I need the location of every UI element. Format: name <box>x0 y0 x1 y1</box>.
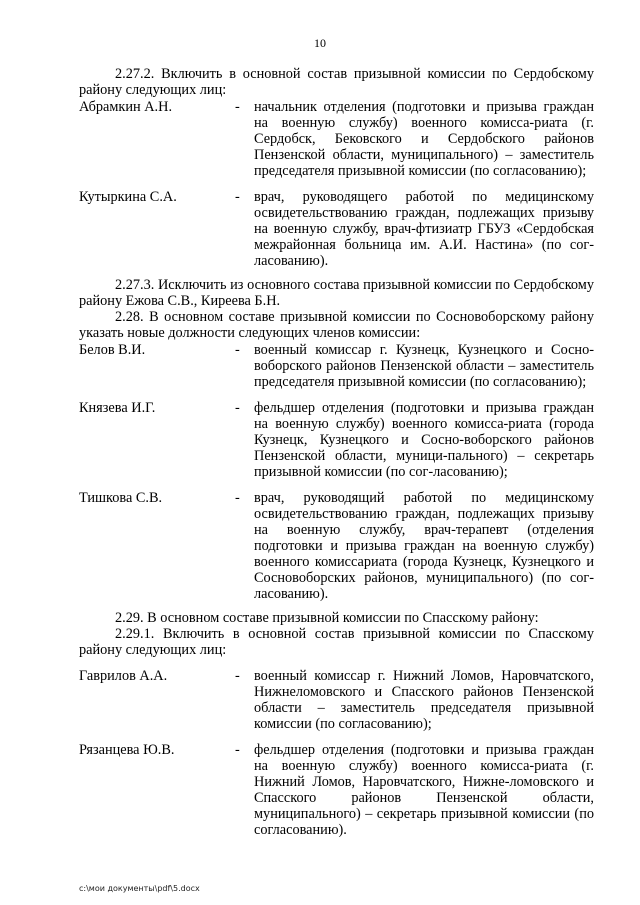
member-name: Кутыркина С.А. <box>79 189 177 205</box>
dash-separator: - <box>235 742 240 758</box>
member-name: Гаврилов А.А. <box>79 668 168 684</box>
member-name: Князева И.Г. <box>79 400 156 416</box>
member-entry-gavrilov <box>79 668 594 732</box>
dash-separator: - <box>235 400 240 416</box>
member-name: Рязанцева Ю.В. <box>79 742 175 758</box>
member-position: фельдшер отделения (подготовки и призыва граждан на военную службу) военного комисса-риата (г. Нижний Ломов, Наровчатского, Нижне-ломовского и Спасского районов Пензенской области, муниципального) – секретарь призывной комиссии (по согласованию). <box>254 742 594 838</box>
member-entry-belov <box>79 342 594 390</box>
document-body <box>79 66 594 838</box>
member-position: врач, руководящий работой по медицинскому освидетельствованию граждан, подлежащих призыву на военную службу, врач-терапевт (отделения подготовки и призыва граждан на военную службу) военного комиссариата (города Кузнецк, Кузнецкого и Сосновоборских районов, муниципального) (по сог-ласованию). <box>254 490 594 602</box>
member-position: военный комиссар г. Кузнецк, Кузнецкого и Сосно-воборского районов Пензенской области – заместитель председателя призывной комиссии (по согласованию); <box>254 342 594 390</box>
page-number: 10 <box>314 36 326 50</box>
member-position: военный комиссар г. Нижний Ломов, Наровчатского, Нижнеломовского и Спасского районов Пензенской области – заместитель председателя призывной комиссии (по согласованию); <box>254 668 594 732</box>
paragraph-2-29-1: 2.29.1. Включить в основной состав призывной комиссии по Спасскому району следующих лиц: <box>79 626 594 658</box>
member-entry-tishkova <box>79 490 594 602</box>
member-position: фельдшер отделения (подготовки и призыва граждан на военную службу) военного комисса-риата (города Кузнецк, Кузнецкого и Сосно-воборского районов Пензенской области, муници-пального) – секретарь призывной комиссии (по сог-ласованию); <box>254 400 594 480</box>
paragraph-2-27-3: 2.27.3. Исключить из основного состава призывной комиссии по Сердобскому району Ежова С.В., Киреева Б.Н. <box>79 277 594 309</box>
dash-separator: - <box>235 99 240 115</box>
paragraph-2-27-2: 2.27.2. Включить в основной состав призывной комиссии по Сердобскому району следующих лиц: <box>79 66 594 98</box>
member-position: врач, руководящего работой по медицинскому освидетельствованию граждан, подлежащих призыву на военную службу, врач-фтизиатр ГБУЗ «Сердобская межрайонная больница им. А.И. Настина» (по сог-ласованию). <box>254 189 594 269</box>
member-position: начальник отделения (подготовки и призыва граждан на военную службу) военного комисса-риата (г. Сердобск, Бековского и Сердобского районов Пензенской области, муниципального) – заместитель председателя призывной комиссии (по согласованию); <box>254 99 594 179</box>
file-path-footer: c:\мои документы\pdf\5.docx <box>79 884 200 893</box>
dash-separator: - <box>235 189 240 205</box>
dash-separator: - <box>235 342 240 358</box>
member-name: Белов В.И. <box>79 342 146 358</box>
paragraph-2-28: 2.28. В основном составе призывной комиссии по Сосновоборскому району указать новые должности следующих членов комиссии: <box>79 309 594 341</box>
dash-separator: - <box>235 668 240 684</box>
member-entry-ryazantseva <box>79 742 594 838</box>
member-name: Абрамкин А.Н. <box>79 99 173 115</box>
member-entry-kutyrkina <box>79 189 594 269</box>
member-entry-abramkin <box>79 99 594 179</box>
dash-separator: - <box>235 490 240 506</box>
member-entry-knyazeva <box>79 400 594 480</box>
member-name: Тишкова С.В. <box>79 490 163 506</box>
paragraph-2-29: 2.29. В основном составе призывной комиссии по Спасскому району: <box>115 610 539 626</box>
